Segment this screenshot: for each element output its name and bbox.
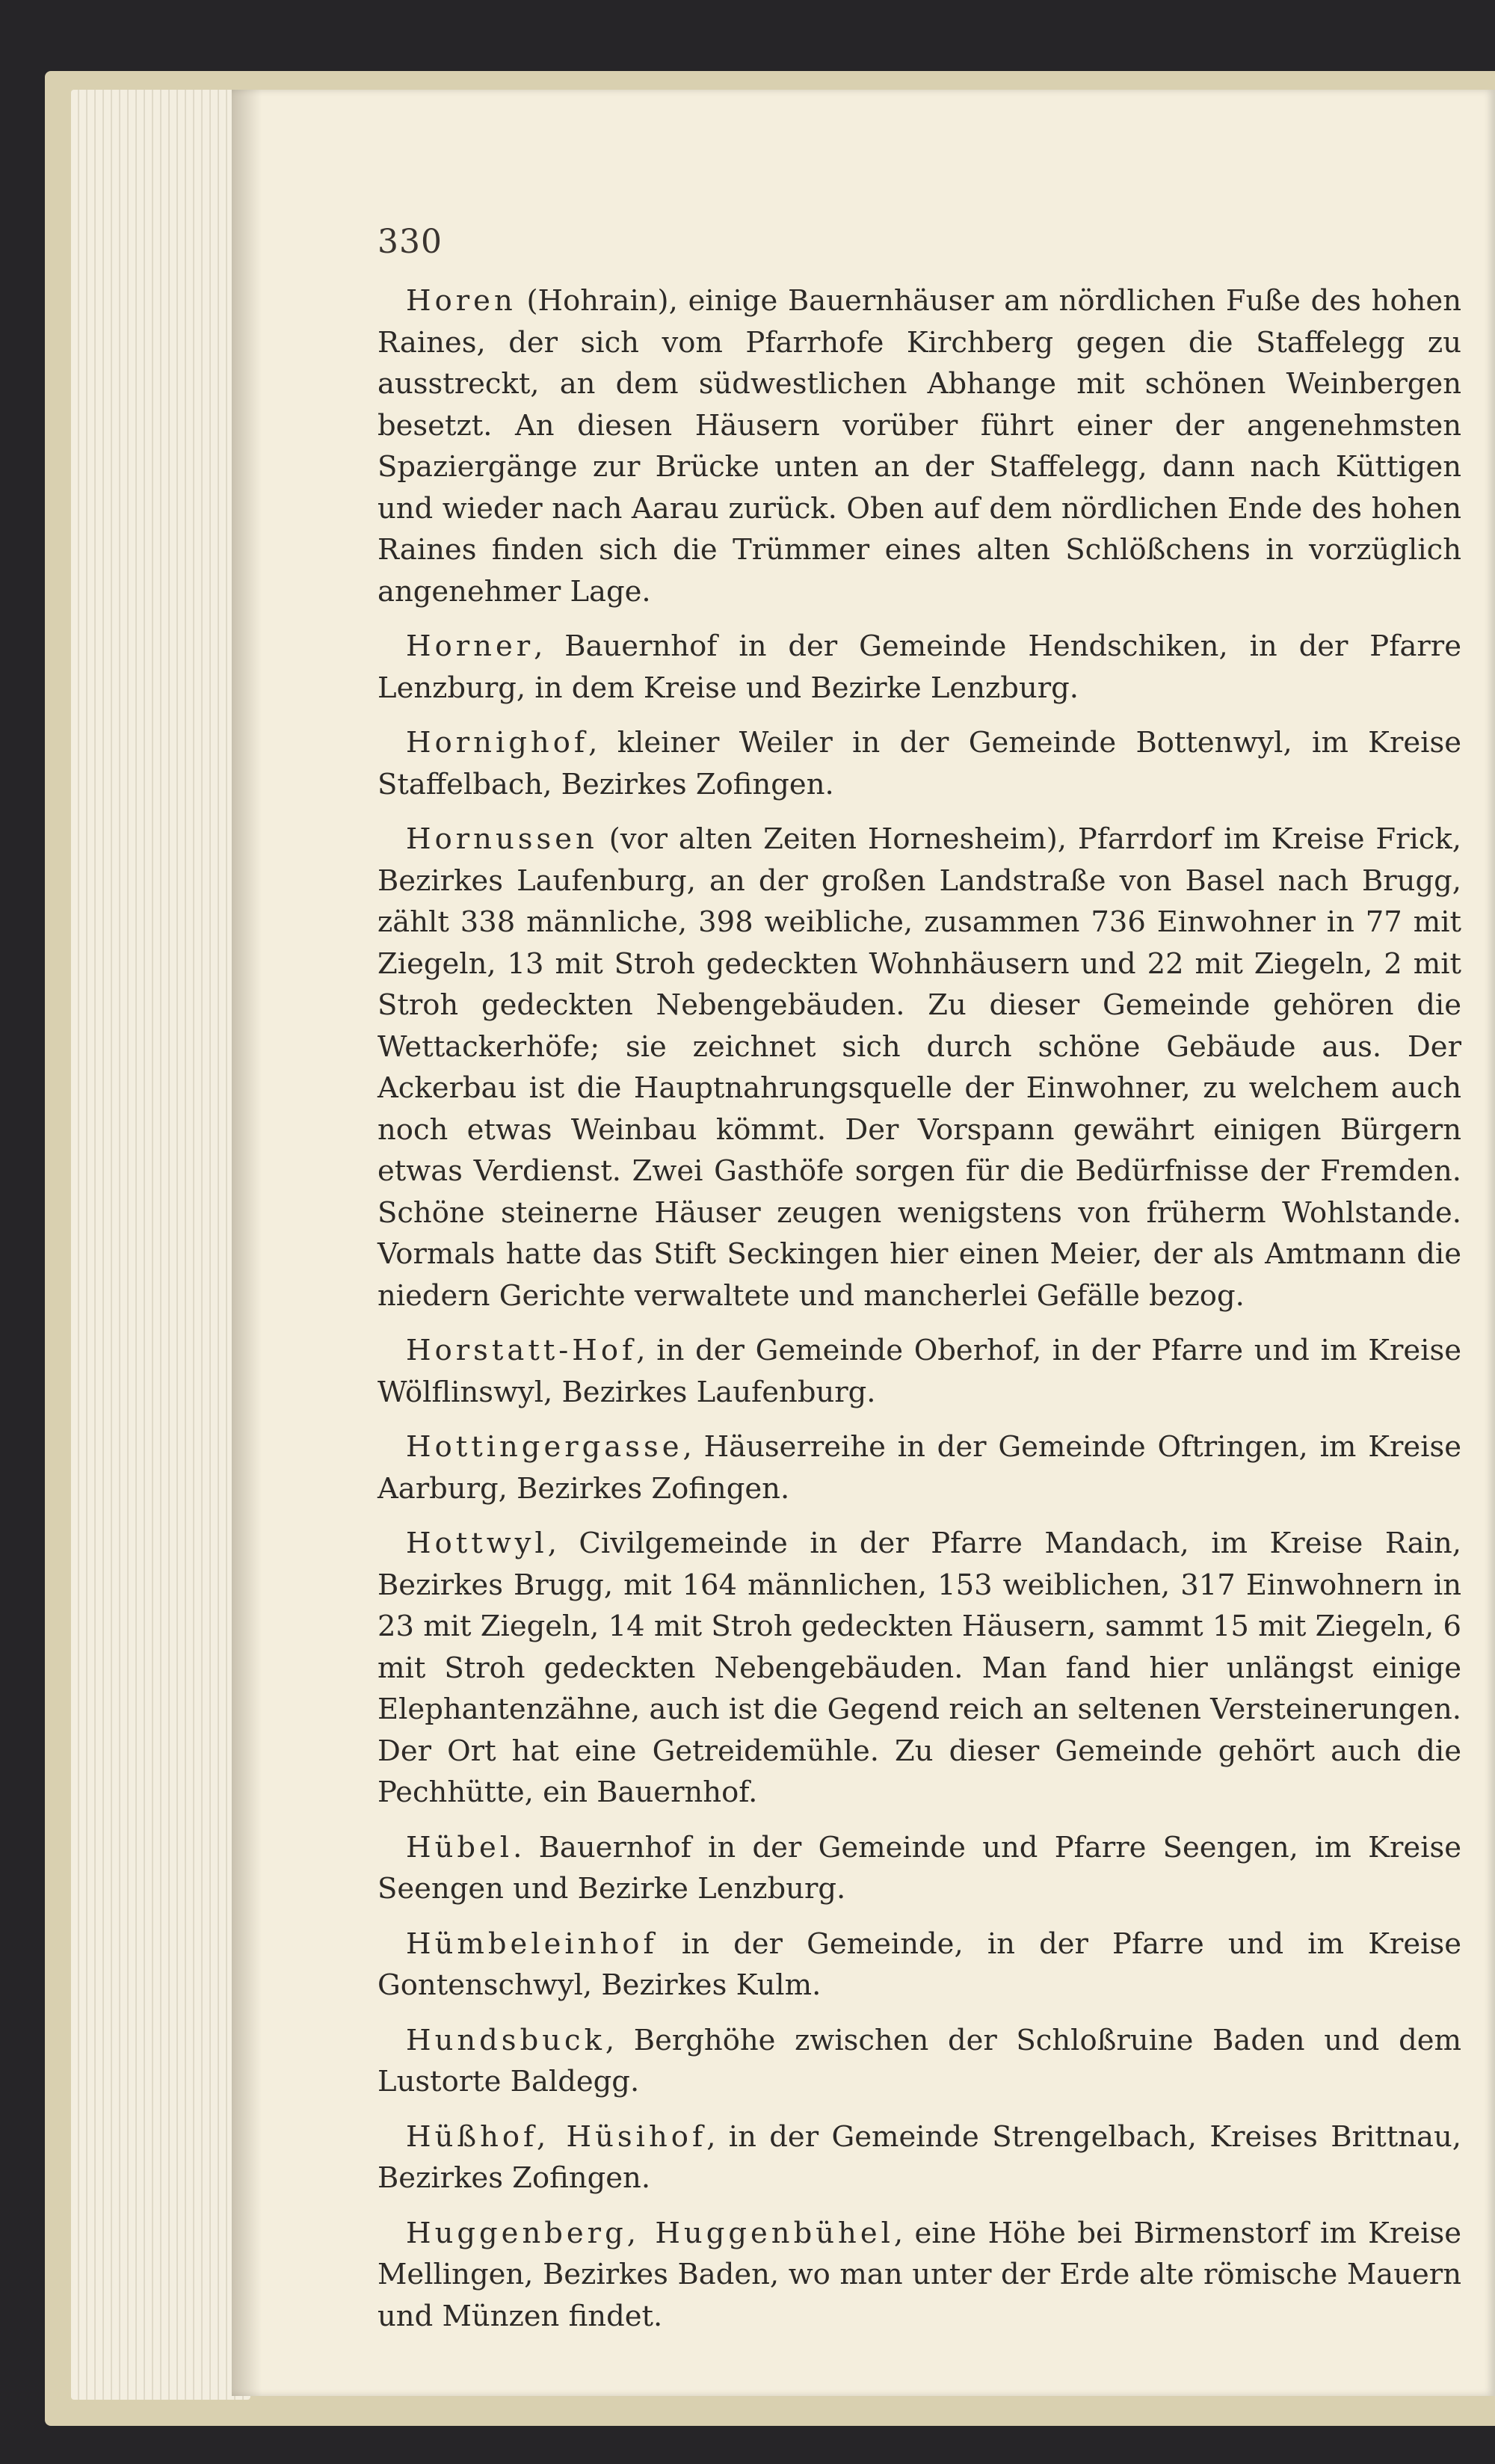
entry-huebel (377, 1827, 1461, 1910)
entry-headword: Horen (406, 284, 517, 318)
entry-hundsbuck (377, 2020, 1461, 2103)
entry-hottingergasse (377, 1426, 1461, 1509)
page-number: 330 (377, 223, 443, 261)
entry-body: (Hohrain), einige Bauernhäuser am nördlichen Fuße des hohen Raines, der sich vom Pfarrhofe Kirchberg gegen die Staffelegg zu ausstreckt, an dem südwestlichen Abhange mit schönen Weinbergen besetzt. An diesen Häusern vorüber führt einer der angenehmsten Spaziergänge zur Brücke unten an der Staffelegg, dann nach Küttigen und wieder nach Aarau zurück. Oben auf dem nördlichen Ende des hohen Raines finden sich die Trümmer eines alten Schlößchens in vorzüglich angenehmer Lage. (377, 284, 1461, 609)
entry-hottwyl (377, 1523, 1461, 1814)
entry-horstatt-hof (377, 1330, 1461, 1413)
entry-body: . Bauernhof in der Gemeinde und Pfarre Seengen, im Kreise Seengen und Bezirke Lenzburg. (377, 1830, 1461, 1906)
entry-headword: Hümbeleinhof (406, 1926, 658, 1961)
entry-headword: Hornussen (406, 822, 598, 856)
entry-headword: Hottingergasse (406, 1430, 683, 1464)
page-text (377, 280, 1461, 2350)
entry-huggenberg (377, 2213, 1461, 2338)
entry-body: , in der Gemeinde Oberhof, in der Pfarre und im Kreise Wölflinswyl, Bezirkes Laufenburg. (377, 1334, 1461, 1409)
entry-headword: Hornighof (406, 726, 589, 760)
entry-body: , Häuserreihe in der Gemeinde Oftringen, im Kreise Aarburg, Bezirkes Zofingen. (377, 1430, 1461, 1506)
entry-hornussen (377, 819, 1461, 1316)
entry-headword: Hottwyl (406, 1527, 548, 1560)
entry-headword: Horstatt-Hof (406, 1334, 637, 1367)
entry-body: , Civilgemeinde in der Pfarre Mandach, im Kreise Rain, Bezirkes Brugg, mit 164 männlichen, 153 weiblichen, 317 Einwohnern in 23 mit Ziegeln, 14 mit Stroh gedeckten Häusern, sammt 15 mit Ziegeln, 6 mit Stroh gedeckten Nebengebäuden. Man fand hier unlängst einige Elephantenzähne, auch ist die Gegend reich an seltenen Versteinerungen. Der Ort hat eine Getreidemühle. Zu dieser Gemeinde gehört auch die Pechhütte, ein Bauernhof. (377, 1527, 1461, 1809)
entry-hornighof (377, 722, 1461, 805)
entry-headword: Hübel (406, 1830, 514, 1864)
entry-headword: Huggenberg, Huggenbühel (406, 2216, 894, 2250)
entry-huembeleinhof (377, 1924, 1461, 2006)
entry-headword: Hundsbuck (406, 2023, 605, 2057)
page-gutter-shadow (232, 90, 262, 2396)
entry-headword: Hüßhof, Hüsihof (406, 2119, 707, 2154)
entry-body: , kleiner Weiler in der Gemeinde Bottenwyl, im Kreise Staffelbach, Bezirkes Zofingen. (377, 726, 1461, 801)
entry-body: , eine Höhe bei Birmenstorf im Kreise Mellingen, Bezirkes Baden, wo man unter der Erde alte römische Mauern und Münzen findet. (377, 2216, 1461, 2333)
page-edges (71, 90, 250, 2400)
entry-body: (vor alten Zeiten Hornesheim), Pfarrdorf im Kreise Frick, Bezirkes Laufenburg, an der großen Landstraße von Basel nach Brugg, zählt 338 männliche, 398 weibliche, zusammen 736 Einwohner in 77 mit Ziegeln, 13 mit Stroh gedeckten Wohnhäusern und 22 mit Ziegeln, 2 mit Stroh gedeckten Nebengebäuden. Zu dieser Gemeinde gehören die Wettackerhöfe; sie zeichnet sich durch schöne Gebäude aus. Der Ackerbau ist die Hauptnahrungsquelle der Einwohner, zu welchem auch noch etwas Weinbau kömmt. Der Vorspann gewährt einigen Bürgern etwas Verdienst. Zwei Gasthöfe sorgen für die Bedürfnisse der Fremden. Schöne steinerne Häuser zeugen wenigstens von früherm Wohlstande. Vormals hatte das Stift Seckingen hier einen Meier, der als Amtmann die niedern Gerichte verwaltete und mancherlei Gefälle bezog. (377, 822, 1461, 1313)
entry-body: , Bauernhof in der Gemeinde Hendschiken, in der Pfarre Lenzburg, in dem Kreise und Bezirke Lenzburg. (377, 629, 1461, 705)
entry-body: , in der Gemeinde Strengelbach, Kreises Brittnau, Bezirkes Zofingen. (377, 2119, 1461, 2195)
entry-body: in der Gemeinde, in der Pfarre und im Kreise Gontenschwyl, Bezirkes Kulm. (377, 1926, 1461, 2002)
entry-huesshof (377, 2116, 1461, 2199)
entry-body: , Berghöhe zwischen der Schloßruine Baden und dem Lustorte Baldegg. (377, 2023, 1461, 2098)
entry-headword: Horner (406, 629, 534, 663)
entry-horen (377, 280, 1461, 612)
entry-horner (377, 626, 1461, 709)
